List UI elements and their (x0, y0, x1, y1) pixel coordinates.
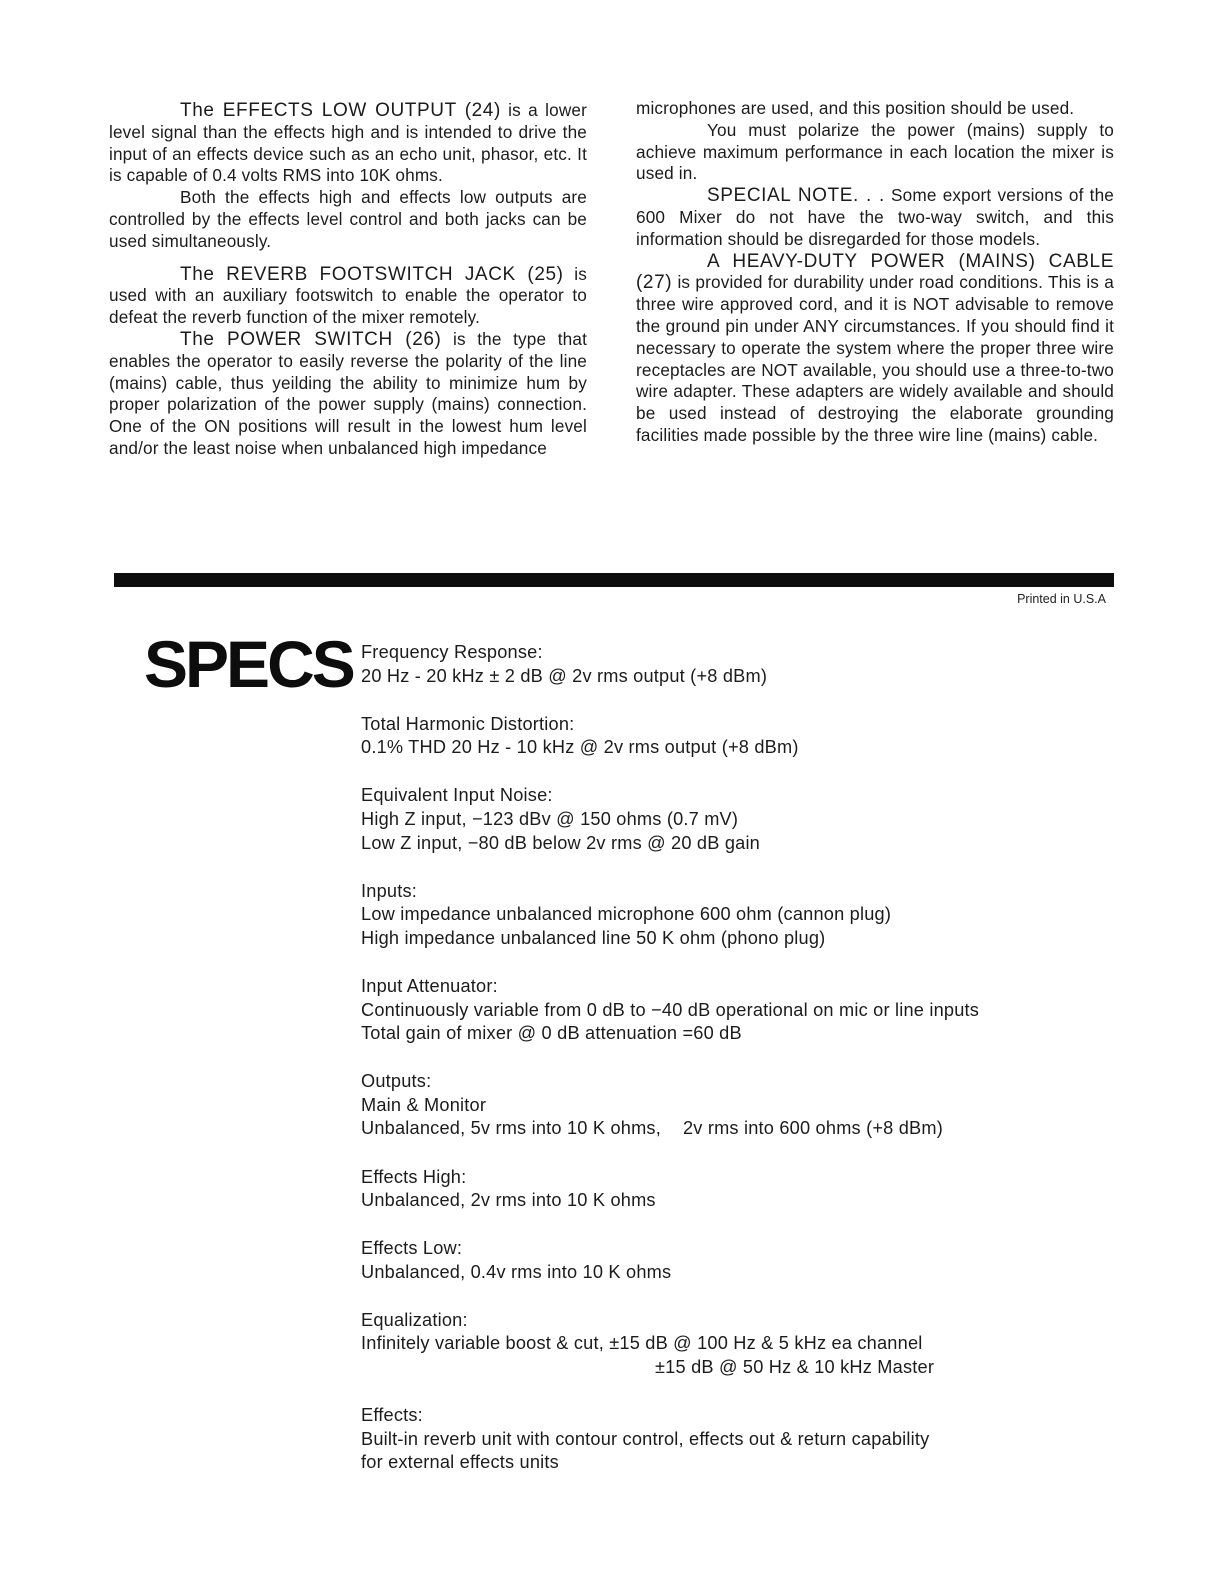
spec-heading: Effects High: (361, 1166, 467, 1187)
spec-heading: Equivalent Input Noise: (361, 785, 553, 806)
special-note-paragraph (636, 185, 1114, 250)
spec-value: Unbalanced, 5v rms into 10 K ohms, (361, 1118, 661, 1139)
spec-value: Low Z input, −80 dB below 2v rms @ 20 dB gain (361, 832, 761, 853)
spec-inputs (361, 880, 1121, 951)
spec-value: for external effects units (361, 1452, 559, 1473)
spec-total-harmonic-distortion (361, 713, 1121, 760)
reverb-footswitch-paragraph (109, 264, 587, 329)
horizontal-divider-bar (114, 573, 1114, 587)
spec-value: High Z input, −123 dBv @ 150 ohms (0.7 mV) (361, 808, 739, 829)
spec-heading: Input Attenuator: (361, 975, 498, 996)
right-text-column (636, 98, 1114, 447)
spec-heading: Frequency Response: (361, 642, 543, 662)
left-text-column (109, 100, 587, 460)
power-cable-text: is provided for durability under road conditions. This is a three wire approved cord, and it is NOT advisable to remove the ground pin under ANY circumstances. If you should find it necessary to operate the system where the proper three wire receptacles are NOT available, you should use a three-to-two wire adapter. These adapters are widely available and should be used instead of destroying the elaborate grounding facilities made possible by the three wire line (mains) cable. (636, 272, 1114, 445)
spec-heading: Inputs: (361, 880, 417, 901)
spec-value: Continuously variable from 0 dB to −40 dB operational on mic or line inputs (361, 999, 980, 1020)
spec-effects (361, 1404, 1121, 1475)
spec-equalization (361, 1309, 1121, 1380)
specs-title: SPECS (144, 627, 353, 701)
spec-heading: Equalization: (361, 1309, 468, 1330)
spec-effects-low (361, 1237, 1121, 1284)
spec-heading: Outputs: (361, 1071, 432, 1092)
effects-low-output-paragraph (109, 100, 587, 187)
spec-value: Low impedance unbalanced microphone 600 ohm (cannon plug) (361, 904, 892, 925)
spec-heading: Total Harmonic Distortion: (361, 713, 575, 734)
microphones-continuation-paragraph: microphones are used, and this position should be used. (636, 98, 1075, 118)
power-switch-heading: The POWER SWITCH (26) (180, 328, 442, 350)
spec-heading: Effects Low: (361, 1238, 463, 1259)
spec-value: High impedance unbalanced line 50 K ohm (phono plug) (361, 927, 826, 948)
spec-value: Unbalanced, 0.4v rms into 10 K ohms (361, 1261, 672, 1282)
effects-controls-paragraph: Both the effects high and effects low outputs are controlled by the effects level control and both jacks can be used simultaneously. (109, 187, 587, 251)
reverb-footswitch-text: is used with an auxiliary footswitch to enable the operator to defeat the reverb function of the mixer remotely. (109, 263, 587, 328)
spec-input-attenuator (361, 975, 1121, 1046)
spec-value: Unbalanced, 2v rms into 10 K ohms (361, 1190, 656, 1211)
spec-effects-high (361, 1166, 1121, 1213)
spec-value: 0.1% THD 20 Hz - 10 kHz @ 2v rms output (+8 dBm) (361, 737, 799, 758)
effects-low-output-text: is a lower level signal than the effects high and is intended to drive the input of an effects device such as an echo unit, phasor, etc. It is capable of 0.4 volts RMS into 10K ohms. (109, 100, 587, 186)
spec-equivalent-input-noise (361, 784, 1121, 855)
spec-value: Built-in reverb unit with contour control, effects out & return capability (361, 1428, 930, 1449)
spec-value: 20 Hz - 20 kHz ± 2 dB @ 2v rms output (+8 dBm) (361, 665, 768, 686)
spec-value: ±15 dB @ 50 Hz & 10 kHz Master (655, 1357, 935, 1378)
polarize-paragraph: You must polarize the power (mains) supply to achieve maximum performance in each location the mixer is used in. (636, 119, 1114, 184)
power-cable-paragraph (636, 251, 1114, 447)
spec-value: Infinitely variable boost & cut, ±15 dB @ 100 Hz & 5 kHz ea channel (361, 1333, 923, 1354)
special-note-heading: SPECIAL NOTE. . . (707, 185, 885, 207)
power-switch-paragraph (109, 329, 587, 460)
special-note-text: Some export versions of the 600 Mixer do not have the two-way switch, and this information should be disregarded for those models. (636, 185, 1114, 249)
spec-outputs (361, 1070, 1121, 1141)
effects-low-output-heading: The EFFECTS LOW OUTPUT (24) (180, 100, 501, 121)
spec-value: Main & Monitor (361, 1094, 487, 1115)
reverb-footswitch-heading: The REVERB FOOTSWITCH JACK (25) (180, 263, 564, 285)
power-switch-text: is the type that enables the operator to easily reverse the polarity of the line (mains) cable, thus yeilding the ability to minimize hum by proper polarization of the power supply (mains) connection. One of the ON positions will result in the lowest hum level and/or the least noise when unbalanced high impedance (109, 328, 587, 458)
power-cable-heading: A HEAVY-DUTY POWER (MAINS) CABLE (27) (636, 250, 1114, 294)
specs-list (361, 641, 1121, 1499)
spec-value: Total gain of mixer @ 0 dB attenuation =60 dB (361, 1023, 742, 1044)
spec-value: 2v rms into 600 ohms (+8 dBm) (682, 1118, 943, 1139)
spec-heading: Effects: (361, 1405, 423, 1426)
printed-in-usa-label: Printed in U.S.A (1017, 592, 1106, 606)
spec-value-row (361, 1117, 1121, 1141)
spec-value-row (361, 1356, 1121, 1380)
spec-frequency-response (361, 641, 1121, 688)
